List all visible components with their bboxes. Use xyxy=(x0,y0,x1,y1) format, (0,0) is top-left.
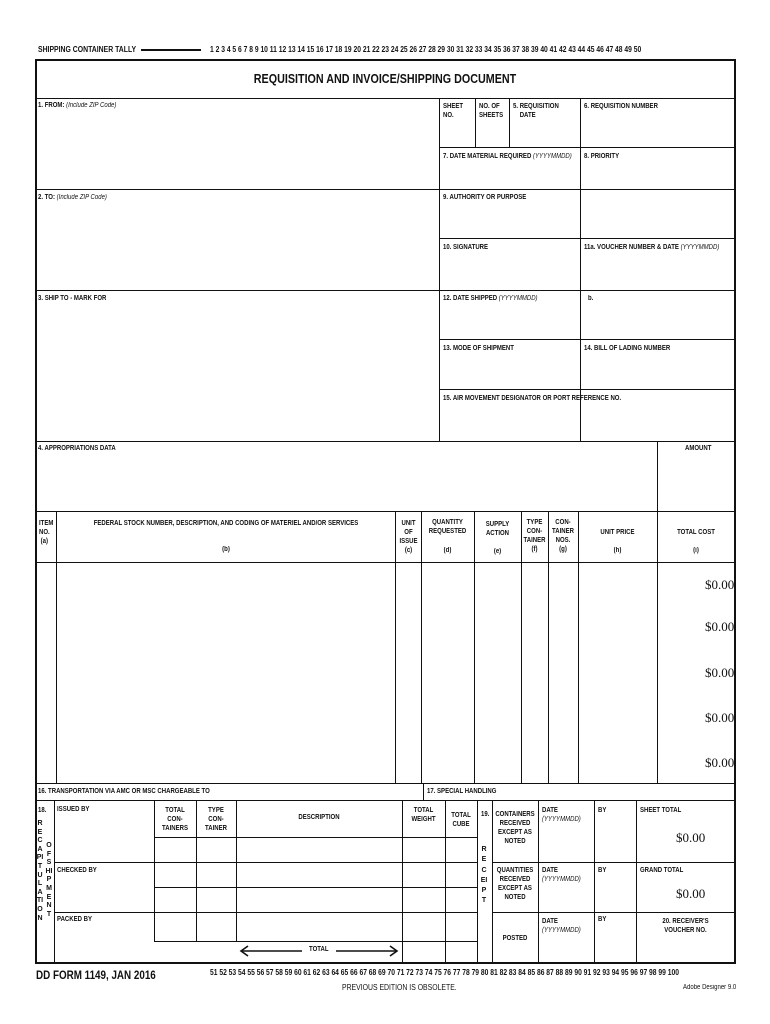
receivers-voucher-label: 20. RECEIVER'S VOUCHER NO. xyxy=(662,918,709,934)
receipt-by-3-label: BY xyxy=(598,916,607,923)
quantities-received-label: QUANTITIES RECEIVED EXCEPT AS NOTED xyxy=(496,867,534,901)
total-cube-header: TOTAL CUBE xyxy=(451,812,471,828)
authority-label: 9. AUTHORITY OR PURPOSE xyxy=(443,194,527,201)
tally-leader-line xyxy=(141,49,201,51)
appropriations-label: 4. APPROPRIATIONS DATA xyxy=(38,445,116,452)
special-handling-label: 17. SPECIAL HANDLING xyxy=(427,788,497,795)
total-label: TOTAL xyxy=(309,946,329,953)
mode-of-shipment-label: 13. MODE OF SHIPMENT xyxy=(443,345,514,352)
col-unit-price-header: UNIT PRICE xyxy=(600,529,635,536)
of-shipment-vertical: OF SHIPMENT xyxy=(45,842,53,918)
total-cost-row-1[interactable]: $0.00 xyxy=(705,577,735,592)
total-cost-row-2[interactable]: $0.00 xyxy=(705,619,735,634)
form-title: REQUISITION AND INVOICE/SHIPPING DOCUMENT xyxy=(253,72,517,86)
air-movement-label: 15. AIR MOVEMENT DESIGNATOR OR PORT REFERENCE NO. xyxy=(443,395,622,402)
tally-label: SHIPPING CONTAINER TALLY xyxy=(38,45,137,54)
date-shipped-label: 12. DATE SHIPPED (YYYYMMDD) xyxy=(443,295,538,302)
signature-label: 10. SIGNATURE xyxy=(443,244,489,251)
no-of-sheets-label: NO. OF SHEETS xyxy=(479,103,504,119)
posted-label: POSTED xyxy=(502,935,528,942)
from-label: 1. FROM: (Include ZIP Code) xyxy=(38,102,117,109)
receipt-date-3-label: DATE (YYYYMMDD) xyxy=(542,918,581,934)
voucher-number-label: 11a. VOUCHER NUMBER & DATE (YYYYMMDD) xyxy=(584,244,720,251)
sheet-total-value[interactable]: $0.00 xyxy=(676,830,706,845)
col-h-letter: (h) xyxy=(613,547,622,554)
grand-total-value[interactable]: $0.00 xyxy=(676,886,706,901)
col-supply-action-header: SUPPLY ACTION xyxy=(485,521,510,537)
col-total-cost-header: TOTAL COST xyxy=(677,529,715,536)
field-18-label: 18. xyxy=(38,807,47,814)
designer-note: Adobe Designer 9.0 xyxy=(683,984,737,991)
field-19-label: 19. xyxy=(481,811,490,818)
type-container-header: TYPE CON- TAINER xyxy=(205,807,227,832)
col-container-nos-header: CON- TAINER NOS. (g) xyxy=(552,519,574,553)
receipt-vertical: RECEIPT xyxy=(480,846,488,905)
receipt-date-1-label: DATE (YYYYMMDD) xyxy=(542,807,581,823)
total-weight-header: TOTAL WEIGHT xyxy=(411,807,436,823)
bill-of-lading-label: 14. BILL OF LADING NUMBER xyxy=(584,345,671,352)
total-cost-row-5[interactable]: $0.00 xyxy=(705,755,735,770)
description-header: DESCRIPTION xyxy=(298,814,340,821)
grand-total-label: GRAND TOTAL xyxy=(640,867,684,874)
packed-by-label: PACKED BY xyxy=(57,916,93,923)
requisition-date-label: 5. REQUISITION DATE xyxy=(513,103,559,119)
col-unit-header: UNIT OF ISSUE (c) xyxy=(399,520,418,554)
total-cost-row-3[interactable]: $0.00 xyxy=(705,665,735,680)
receipt-by-2-label: BY xyxy=(598,867,607,874)
sheet-no-label: SHEET NO. xyxy=(443,103,464,119)
recapitulation-vertical: RECAPITULATION xyxy=(36,820,44,922)
col-item-header: ITEM NO. (a) xyxy=(39,520,54,545)
containers-received-label: CONTAINERS RECEIVED EXCEPT AS NOTED xyxy=(495,811,535,845)
total-cost-row-4[interactable]: $0.00 xyxy=(705,710,735,725)
col-fsn-header: FEDERAL STOCK NUMBER, DESCRIPTION, AND CODING OF MATERIEL AND/OR SERVICES xyxy=(93,520,359,527)
tally-numbers-bottom: 51 52 53 54 55 56 57 58 59 60 61 62 63 64 65 66 67 68 69 70 71 72 73 74 75 76 77 78 79 80 81 82 83 84 85 86 87 88 89 90 91 92 93 94 95 96 97 98 99 100 xyxy=(210,968,679,977)
frame-top xyxy=(35,59,735,61)
total-containers-header: TOTAL CON- TAINERS xyxy=(162,807,188,832)
transportation-label: 16. TRANSPORTATION VIA AMC OR MSC CHARGEABLE TO xyxy=(38,788,210,795)
checked-by-label: CHECKED BY xyxy=(57,867,97,874)
receipt-by-1-label: BY xyxy=(598,807,607,814)
priority-label: 8. PRIORITY xyxy=(584,153,620,160)
col-b-letter: (b) xyxy=(222,546,230,553)
requisition-number-label: 6. REQUISITION NUMBER xyxy=(584,103,658,110)
field-b-label: b. xyxy=(588,295,594,302)
col-d-letter: (d) xyxy=(443,547,452,554)
to-label: 2. TO: (Include ZIP Code) xyxy=(38,194,107,201)
col-type-container-header: TYPE CON- TAINER (f) xyxy=(523,519,546,553)
ship-to-label: 3. SHIP TO - MARK FOR xyxy=(38,295,107,302)
col-quantity-header: QUANTITY REQUESTED xyxy=(428,519,467,535)
col-e-letter: (e) xyxy=(493,548,502,555)
receipt-date-2-label: DATE (YYYYMMDD) xyxy=(542,867,581,883)
date-material-required-label: 7. DATE MATERIAL REQUIRED (YYYYMMDD) xyxy=(443,153,572,160)
form-id: DD FORM 1149, JAN 2016 xyxy=(36,968,156,982)
sheet-total-label: SHEET TOTAL xyxy=(640,807,682,814)
obsolete-note: PREVIOUS EDITION IS OBSOLETE. xyxy=(342,983,457,992)
total-arrow-icon xyxy=(238,944,400,958)
amount-label: AMOUNT xyxy=(685,445,712,452)
frame-bottom xyxy=(35,962,736,964)
tally-numbers-top: 1 2 3 4 5 6 7 8 9 10 11 12 13 14 15 16 17 18 19 20 21 22 23 24 25 26 27 28 29 30 31 32 33 34 35 36 37 38 39 40 41 42 43 44 45 46 47 48 49 50 xyxy=(210,45,642,54)
issued-by-label: ISSUED BY xyxy=(57,806,90,813)
col-i-letter: (i) xyxy=(693,547,699,554)
